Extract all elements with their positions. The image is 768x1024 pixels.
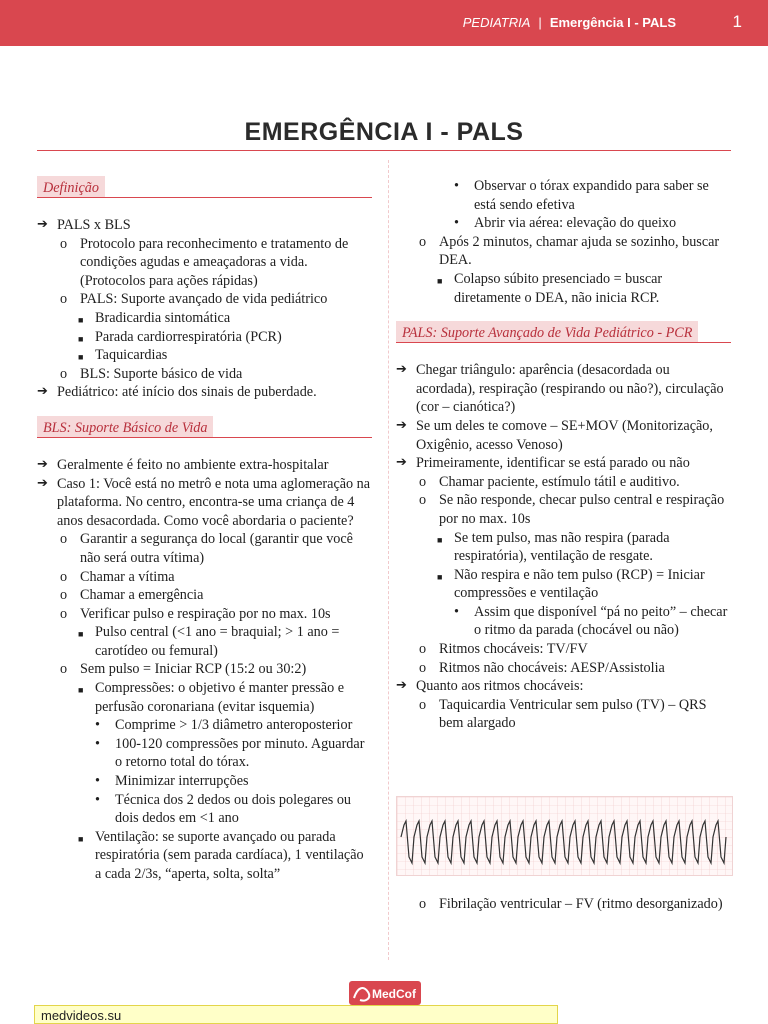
list-item-text: Compressões: o objetivo é manter pressão e perfusão coronariana (evitar isquemia) — [95, 680, 345, 715]
list-item — [37, 309, 372, 328]
list-item-text: 100-120 compressões por minuto. Aguardar o retorno total do tórax. — [115, 735, 365, 771]
bullet-marker: ■ — [437, 275, 443, 286]
list-item-text: Se um deles te comove – SE+MOV (Monitorização, Oxigênio, acesso Venoso) — [416, 417, 713, 453]
bullet-marker: o — [60, 605, 68, 622]
bullet-marker: o — [419, 696, 427, 713]
header-subject: PEDIATRIA — [462, 15, 531, 30]
list-item-text: Taquicardia Ventricular sem pulso (TV) – QRS bem alargado — [439, 696, 707, 732]
list-item — [37, 716, 372, 735]
bullet-marker: o — [419, 641, 427, 658]
list-item-text: Após 2 minutos, chamar ajuda se sozinho, buscar DEA. — [439, 233, 720, 269]
list-item — [37, 346, 372, 365]
watermark-text: medvideos.su — [41, 1008, 122, 1023]
page-header — [0, 0, 768, 46]
list-item — [37, 660, 372, 679]
list-item-text: Geralmente é feito no ambiente extra-hospitalar — [57, 456, 329, 473]
list-item-text: Pediátrico: até início dos sinais de puberdade. — [57, 384, 317, 401]
list-item — [396, 529, 731, 566]
list-item-text: PALS: Suporte avançado de vida pediátrico — [80, 291, 328, 308]
bullet-marker: ■ — [78, 352, 84, 363]
list-item-text: Ritmos chocáveis: TV/FV — [439, 641, 588, 658]
list-item — [396, 659, 731, 678]
list-item — [396, 640, 731, 659]
bullet-marker: ➔ — [396, 455, 407, 471]
bullet-marker: • — [95, 717, 100, 734]
bullet-marker: o — [60, 235, 68, 252]
list-item — [396, 361, 731, 417]
header-separator: | — [538, 15, 542, 30]
bullet-marker: o — [419, 896, 427, 912]
bullet-marker: ➔ — [37, 456, 48, 472]
bullet-marker: • — [454, 178, 459, 194]
bullet-marker: o — [419, 233, 427, 250]
list-item-text: Caso 1: Você está no metrô e nota uma aglomeração na plataforma. No centro, encontra-se uma criança de 4 anos desacordada. Como você abordaria o paciente? — [57, 475, 371, 529]
page-number: 1 — [732, 12, 742, 31]
list-item — [37, 828, 372, 884]
bullet-marker: ➔ — [396, 362, 407, 378]
list-item-text: Abrir via aérea: elevação do queixo — [474, 215, 677, 232]
bls-list — [37, 456, 372, 884]
list-item — [396, 214, 731, 233]
bullet-marker: ■ — [437, 534, 443, 545]
bullet-marker: • — [454, 215, 459, 232]
list-item-text: Ritmos não chocáveis: AESP/Assistolia — [439, 659, 665, 676]
bullet-marker: ➔ — [37, 475, 48, 491]
list-item — [396, 566, 731, 603]
section-definicao-heading — [37, 176, 372, 198]
list-item-text: Chamar paciente, estímulo tátil e auditivo. — [439, 473, 680, 490]
list-item-text: Se não responde, checar pulso central e respiração por no max. 10s — [439, 492, 725, 527]
bullet-marker: ■ — [78, 629, 84, 640]
bullet-marker: • — [95, 791, 100, 808]
bullet-marker: o — [60, 531, 68, 548]
list-item — [37, 586, 372, 605]
list-item — [37, 530, 372, 567]
list-item-text: Garantir a segurança do local (garantir que você não será outra vítima) — [80, 531, 353, 566]
list-item — [37, 235, 372, 291]
list-item-text: PALS x BLS — [57, 217, 131, 233]
list-item-text: Chamar a vítima — [80, 568, 175, 585]
header-breadcrumb — [463, 15, 676, 30]
watermark-bar[interactable] — [34, 1005, 558, 1024]
column-divider — [388, 160, 389, 960]
list-item-text: Técnica dos 2 dedos ou dois polegares ou dois dedos em <1 ano — [115, 791, 352, 827]
list-item-text: Quanto aos ritmos chocáveis: — [416, 678, 584, 695]
section-heading-label: BLS: Suporte Básico de Vida — [37, 416, 213, 438]
bullet-marker: o — [60, 365, 68, 382]
list-item-text: Ventilação: se suporte avançado ou parada respiratória (sem parada cardíaca), 1 ventilação a cada 2/3s, “aperta, solta, solta” — [95, 828, 364, 882]
list-item-text: Minimizar interrupções — [115, 773, 249, 790]
left-column — [37, 176, 372, 884]
right-column — [396, 177, 731, 733]
bullet-marker: o — [419, 659, 427, 676]
list-item — [37, 328, 372, 347]
page-title: EMERGÊNCIA I - PALS — [244, 118, 524, 146]
list-item-text: Protocolo para reconhecimento e tratamento de condições agudas e ameaçadoras a vida. (Protocolos para ações rápidas) — [80, 235, 349, 289]
bullet-marker: o — [419, 492, 427, 509]
list-item — [37, 605, 372, 624]
list-item — [396, 454, 731, 473]
list-item — [37, 383, 372, 402]
bullet-marker: ■ — [78, 833, 84, 844]
list-item-text: Assim que disponível “pá no peito” – checar o ritmo da parada (chocável ou não) — [474, 603, 728, 639]
definicao-list — [37, 216, 372, 402]
title-underline — [37, 150, 731, 151]
bullet-marker: ■ — [437, 571, 443, 582]
list-item — [396, 603, 731, 640]
list-item-text: Parada cardiorrespiratória (PCR) — [95, 328, 282, 345]
list-item — [37, 365, 372, 384]
section-bls-heading — [37, 416, 372, 438]
section-heading-label: PALS: Suporte Avançado de Vida Pediátrico - PCR — [396, 321, 698, 343]
list-item — [37, 475, 372, 531]
bullet-marker: o — [60, 661, 68, 678]
header-chapter: Emergência I - PALS — [549, 15, 676, 30]
bullet-marker: o — [60, 291, 68, 308]
bullet-marker: ■ — [78, 685, 84, 696]
bullet-marker: ➔ — [37, 217, 48, 232]
list-item — [37, 679, 372, 716]
list-item-text: Observar o tórax expandido para saber se está sendo efetiva — [474, 178, 709, 213]
list-item — [396, 417, 731, 454]
list-item — [396, 270, 731, 307]
list-item — [396, 177, 731, 214]
pals-list — [396, 361, 731, 733]
list-item — [396, 491, 731, 528]
list-item-text: Comprime > 1/3 diâmetro anteroposterior — [115, 717, 353, 734]
right-column-after-ecg — [396, 895, 731, 914]
list-item-text: Bradicardia sintomática — [95, 309, 231, 326]
list-item — [37, 735, 372, 772]
list-item-text: Chamar a emergência — [80, 587, 204, 604]
list-item — [37, 568, 372, 587]
list-item — [37, 216, 372, 235]
list-item-text: Sem pulso = Iniciar RCP (15:2 ou 30:2) — [80, 661, 307, 678]
bullet-marker: • — [95, 773, 100, 790]
list-item — [396, 473, 731, 492]
list-item-text: BLS: Suporte básico de vida — [80, 365, 243, 382]
ecg-strip-tv — [396, 796, 733, 876]
bullet-marker: o — [419, 473, 427, 490]
list-item-text: Colapso súbito presenciado = buscar diretamente o DEA, não inicia RCP. — [454, 270, 663, 306]
list-item-text: Se tem pulso, mas não respira (parada respiratória), ventilação de resgate. — [454, 529, 670, 565]
list-item — [396, 233, 731, 270]
list-item — [37, 772, 372, 791]
bullet-marker: ■ — [78, 314, 84, 325]
list-item-text: Pulso central (<1 ano = braquial; > 1 ano = carotídeo ou femural) — [95, 624, 340, 659]
continuation-list — [396, 177, 731, 307]
ecg-trace-figure — [397, 797, 732, 875]
section-pals-heading — [396, 321, 731, 343]
list-item — [396, 895, 731, 914]
bullet-marker: ➔ — [37, 384, 48, 400]
list-item-text: Não respira e não tem pulso (RCP) = Iniciar compressões e ventilação — [454, 566, 705, 602]
bullet-marker: ➔ — [396, 678, 407, 694]
bullet-marker: • — [454, 603, 459, 620]
list-item-text: Primeiramente, identificar se está parado ou não — [416, 455, 690, 472]
bullet-marker: • — [95, 735, 100, 752]
list-item — [37, 791, 372, 828]
list-item — [396, 696, 731, 733]
list-item — [37, 623, 372, 660]
bullet-marker: ➔ — [396, 417, 407, 433]
ecg-grid — [397, 797, 732, 875]
bullet-marker: o — [60, 587, 68, 604]
bullet-marker: o — [60, 568, 68, 585]
bullet-marker: ■ — [78, 333, 84, 344]
section-heading-label: Definição — [37, 176, 105, 198]
list-item-text: Taquicardias — [95, 347, 168, 364]
list-item-text: Verificar pulso e respiração por no max. 10s — [80, 605, 331, 622]
after-ecg-list — [396, 895, 731, 914]
list-item-text: Fibrilação ventricular – FV (ritmo desorganizado) — [439, 896, 723, 912]
list-item-text: Chegar triângulo: aparência (desacordada ou acordada), respiração (respirando ou não?), circulação (cor – cianótica?) — [416, 362, 724, 416]
list-item — [396, 677, 731, 696]
logo-text: MedCof — [372, 987, 416, 1001]
list-item — [37, 290, 372, 309]
list-item — [37, 456, 372, 475]
